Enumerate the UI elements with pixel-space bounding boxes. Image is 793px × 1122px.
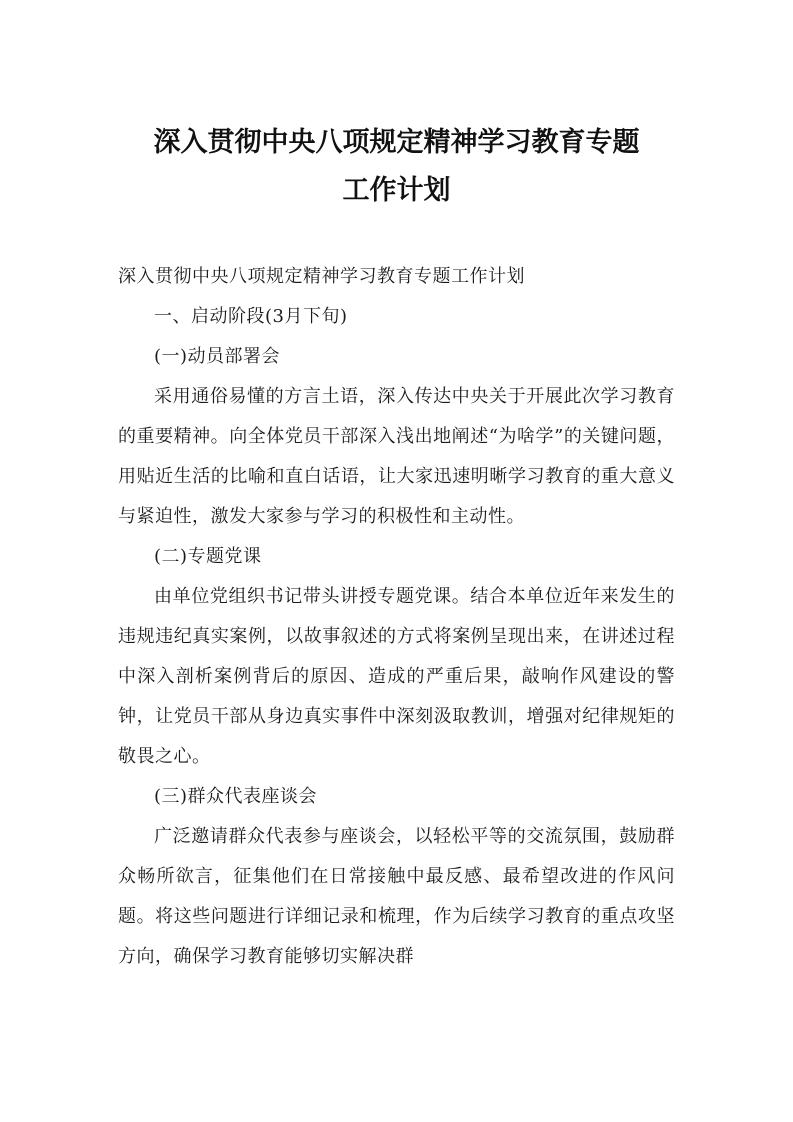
document-title-line1: 深入贯彻中央八项规定精神学习教育专题 <box>153 127 640 158</box>
item-heading-mobilization: (一)动员部署会 <box>154 346 281 367</box>
document-body <box>118 257 675 977</box>
item-paragraph-mobilization: 采用通俗易懂的方言土语，深入传达中央关于开展此次学习教育的重要精神。向全体党员干部深入浅出地阐述“为啥学”的关键问题，用贴近生活的比喻和直白话语，让大家迅速明晰学习教育的重大意义与紧迫性，激发大家参与学习的积极性和主动性。 <box>118 386 675 527</box>
item-paragraph-forum: 广泛邀请群众代表参与座谈会，以轻松平等的交流氛围，鼓励群众畅所欲言，征集他们在日常接触中最反感、最希望改进的作风问题。将这些问题进行详细记录和梳理，作为后续学习教育的重点攻坚方向，确保学习教育能够切实解决群 <box>118 826 675 967</box>
item-heading-forum: (三)群众代表座谈会 <box>154 786 318 807</box>
item-heading-party-lecture: (二)专题党课 <box>154 546 262 567</box>
item-paragraph-party-lecture: 由单位党组织书记带头讲授专题党课。结合本单位近年来发生的违规违纪真实案例，以故事叙述的方式将案例呈现出来，在讲述过程中深入剖析案例背后的原因、造成的严重后果，敲响作风建设的警钟，让党员干部从身边真实事件中深刻汲取教训，增强对纪律规矩的敬畏之心。 <box>118 586 675 767</box>
document-subtitle: 深入贯彻中央八项规定精神学习教育专题工作计划 <box>118 266 525 287</box>
document-title-line2: 工作计划 <box>342 175 451 206</box>
section-heading-stage-1: 一、启动阶段(3月下旬) <box>154 306 348 327</box>
